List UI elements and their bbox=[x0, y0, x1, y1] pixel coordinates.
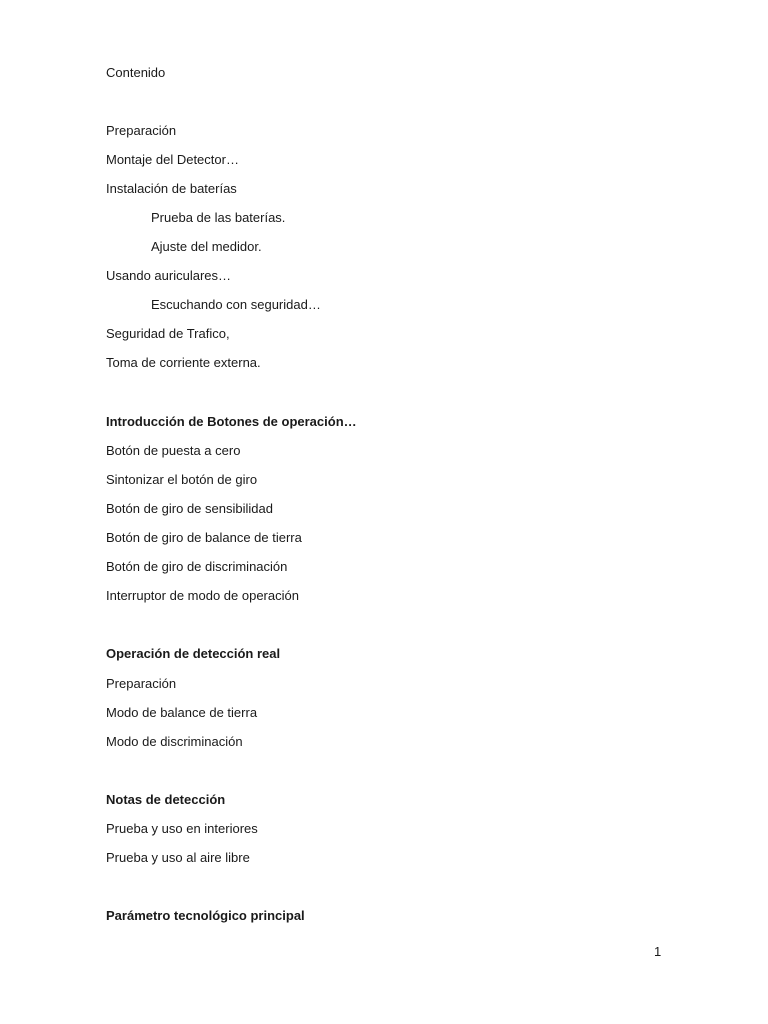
toc-item: Montaje del Detector… bbox=[106, 152, 239, 167]
toc-item: Interruptor de modo de operación bbox=[106, 588, 299, 603]
toc-section-title: Introducción de Botones de operación… bbox=[106, 414, 357, 429]
toc-item: Modo de balance de tierra bbox=[106, 705, 258, 720]
toc-item: Botón de puesta a cero bbox=[106, 443, 241, 458]
toc-subitem: Ajuste del medidor. bbox=[151, 239, 262, 254]
toc-item: Modo de discriminación bbox=[106, 734, 243, 749]
toc-item: Botón de giro de balance de tierra bbox=[106, 530, 302, 545]
toc-section-title: Operación de detección real bbox=[106, 646, 281, 661]
toc-item: Instalación de baterías bbox=[106, 181, 237, 196]
toc-item: Prueba y uso en interiores bbox=[106, 821, 258, 836]
toc-section-title: Notas de detección bbox=[106, 792, 226, 807]
toc-item: Usando auriculares… bbox=[106, 268, 232, 283]
toc-subitem: Escuchando con seguridad… bbox=[151, 297, 321, 312]
toc-section-title: Parámetro tecnológico principal bbox=[106, 908, 305, 923]
toc-heading: Contenido bbox=[106, 65, 166, 80]
toc-item: Toma de corriente externa. bbox=[106, 355, 261, 370]
toc-item: Preparación bbox=[106, 123, 177, 138]
toc-item: Seguridad de Trafico, bbox=[106, 326, 230, 341]
page-number: 1 bbox=[654, 944, 662, 959]
toc-item: Botón de giro de sensibilidad bbox=[106, 501, 273, 516]
toc-item: Botón de giro de discriminación bbox=[106, 559, 288, 574]
toc-item: Preparación bbox=[106, 676, 177, 691]
toc-item: Sintonizar el botón de giro bbox=[106, 472, 258, 487]
toc-subitem: Prueba de las baterías. bbox=[151, 210, 286, 225]
toc-item: Prueba y uso al aire libre bbox=[106, 850, 250, 865]
